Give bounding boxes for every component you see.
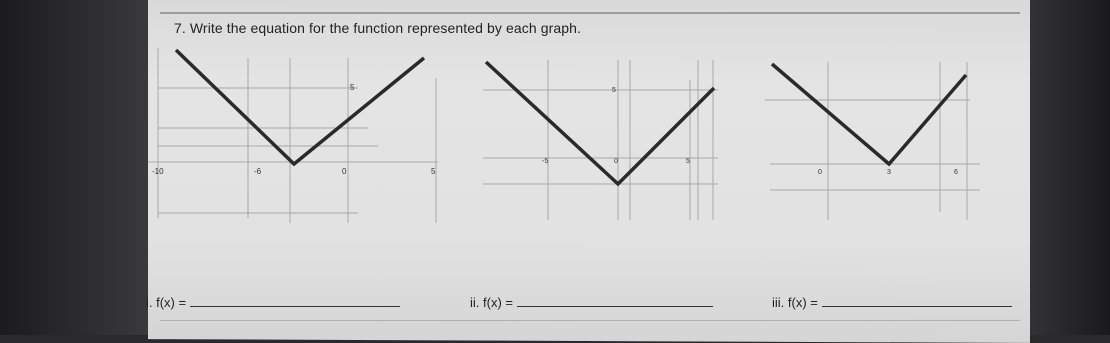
graph-3-v-line — [772, 64, 966, 164]
question-text: 7. Write the equation for the function represented by each graph. — [174, 20, 582, 36]
graph-3-x-label: 6 — [954, 169, 958, 176]
graph-1 — [148, 48, 448, 228]
answer-ii-blank[interactable] — [517, 294, 713, 307]
answer-iii — [772, 294, 1012, 310]
answer-i-blank[interactable] — [190, 294, 400, 307]
answer-i — [146, 294, 400, 310]
paper-top-rule — [160, 12, 1020, 14]
graph-1-v-line — [176, 50, 424, 164]
graph-2-x-label: 0 — [614, 158, 618, 165]
graph-1-x-label: -6 — [254, 167, 262, 176]
photo-background-left — [0, 0, 150, 335]
graph-3 — [760, 62, 985, 222]
answer-i-label: i. f(x) = — [146, 295, 187, 310]
graph-3-x-label: 0 — [818, 169, 822, 176]
answer-ii-label: ii. f(x) = — [470, 295, 513, 310]
answer-ii — [470, 294, 713, 310]
graph-2-v-line — [486, 62, 714, 184]
graph-1-grid — [148, 48, 438, 223]
graph-2-x-label: 5 — [686, 158, 690, 165]
answer-iii-blank[interactable] — [822, 294, 1012, 307]
graph-1-x-label: 0 — [342, 167, 347, 176]
graph-1-y-label: 5 — [350, 83, 355, 92]
graph-1-x-label: -10 — [152, 167, 164, 176]
graph-3-x-label: 3 — [887, 169, 891, 176]
graph-2-y-label: 5 — [612, 87, 616, 94]
graph-1-x-label: 5 — [431, 167, 436, 176]
paper-bottom-rule — [160, 320, 1020, 321]
graph-2-x-label: -5 — [542, 158, 549, 165]
graph-2-grid — [483, 60, 718, 220]
answer-iii-label: iii. f(x) = — [772, 295, 818, 310]
graph-2 — [478, 50, 728, 225]
